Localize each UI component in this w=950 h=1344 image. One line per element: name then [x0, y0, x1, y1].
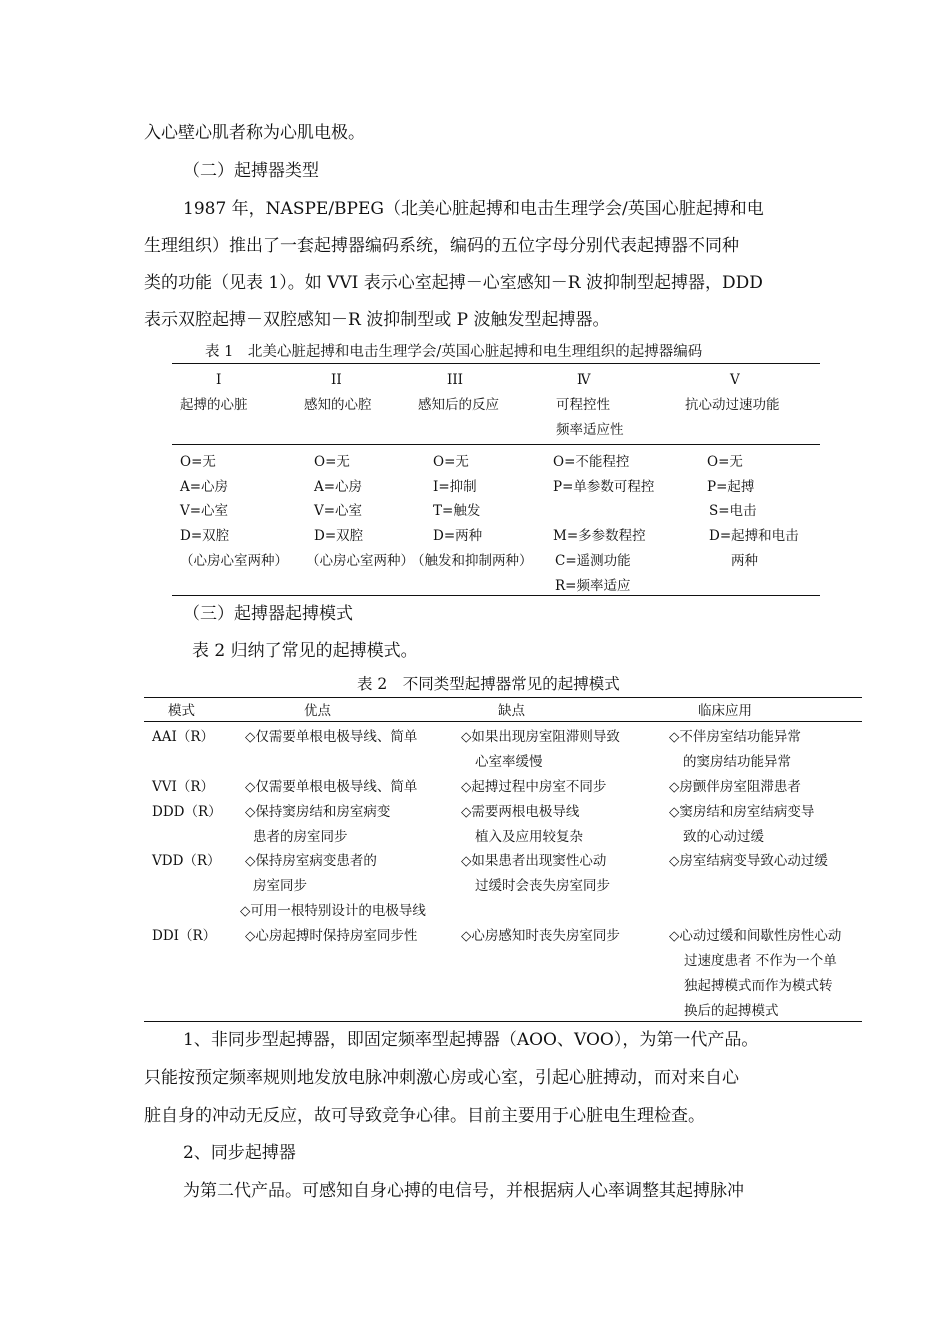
table-2-cell: 房室同步 [253, 878, 307, 894]
table-2-cell: 独起搏模式而作为模式转 [684, 978, 833, 994]
paragraph-line: 1987 年，NASPE/BPEG（北美心脏起搏和电击生理学会/英国心脏起搏和电 [183, 199, 764, 219]
table-2-cell: 换后的起搏模式 [684, 1003, 779, 1019]
table-2-cell: ◇心房起搏时保持房室同步性 [245, 928, 418, 944]
table-1-cell: I=抑制 [433, 479, 477, 495]
section-heading: （二）起搏器类型 [183, 161, 319, 181]
table-1-numeral: III [447, 372, 463, 388]
table-2-top-rule [144, 697, 862, 698]
table-2-cell: ◇不伴房室结功能异常 [669, 729, 801, 745]
table-1-cell: （触发和抑制两种） [411, 553, 533, 569]
table-2-cell: 过缓时会丧失房室同步 [475, 878, 610, 894]
table-1-cell: T=触发 [433, 503, 481, 519]
table-2-cell: ◇心动过缓和间歇性房性心动 [669, 928, 842, 944]
paragraph-line: 类的功能（见表 1）。如 VVI 表示心室起搏－心室感知－R 波抑制型起搏器，DDD [144, 273, 763, 293]
table-2-header-rule [144, 721, 862, 722]
table-1-numeral: I [216, 372, 222, 388]
table-2-header: 模式 [168, 703, 195, 719]
table-2-header: 缺点 [498, 703, 525, 719]
table-1-cell: D=两种 [433, 528, 483, 544]
table-1-cell: M=多参数程控 [553, 528, 646, 544]
table-2-cell: ◇如果出现房室阻滞则导致 [461, 729, 620, 745]
table-2-cell: 植入及应用较复杂 [475, 829, 583, 845]
table-2-cell: ◇房颤伴房室阻滞患者 [669, 779, 801, 795]
table-1-cell: O=无 [433, 454, 469, 470]
table-2-cell: ◇需要两根电极导线 [461, 804, 580, 820]
table-1-numeral: Ⅴ [730, 372, 740, 388]
table-2-cell: ◇仅需要单根电极导线、简单 [245, 729, 418, 745]
table-2-header: 优点 [304, 703, 331, 719]
table-2-cell: ◇仅需要单根电极导线、简单 [245, 779, 418, 795]
table-2-cell: 过速度患者 不作为一个单 [684, 953, 837, 969]
table-2-cell: 致的心动过缓 [683, 829, 764, 845]
section-heading: （三）起搏器起搏模式 [183, 604, 353, 624]
table-1-cell: D=起搏和电击 [709, 528, 799, 544]
table-2-mode: VDD（R） [152, 853, 221, 869]
table-2-bottom-rule [144, 1021, 862, 1022]
table-2-cell: ◇心房感知时丧失房室同步 [461, 928, 620, 944]
section-heading: 2、同步起搏器 [183, 1143, 296, 1163]
table-1-cell: A=心房 [314, 479, 363, 495]
table-2-cell: ◇保持房室病变患者的 [245, 853, 377, 869]
table-1-cell: 两种 [731, 553, 758, 569]
table-1-caption: 表 1 北美心脏起搏和电击生理学会/英国心脏起搏和电生理组织的起搏器编码 [205, 344, 703, 360]
paragraph-line: 表 2 归纳了常见的起搏模式。 [192, 641, 418, 661]
table-2-cell: ◇房室结病变导致心动过缓 [669, 853, 828, 869]
table-1-cell: S=电击 [709, 503, 757, 519]
table-1-header: 感知后的反应 [418, 397, 499, 413]
paragraph-line: 脏自身的冲动无反应，故可导致竞争心律。目前主要用于心脏电生理检查。 [144, 1106, 705, 1126]
table-2-cell: ◇如果患者出现窦性心动 [461, 853, 607, 869]
table-2-cell: ◇保持窦房结和房室病变 [245, 804, 391, 820]
table-1-header: 频率适应性 [556, 422, 624, 438]
table-1-cell: （心房心室两种） [180, 553, 288, 569]
table-2-mode: AAI（R） [152, 729, 214, 745]
table-1-cell: V=心室 [314, 503, 363, 519]
table-1-cell: P=起搏 [707, 479, 755, 495]
table-1-cell: C=遥测功能 [555, 553, 631, 569]
table-1-cell: O=无 [707, 454, 743, 470]
table-1-bottom-rule [172, 595, 820, 596]
table-1-numeral: II [331, 372, 342, 388]
table-2-cell: 心室率缓慢 [475, 754, 543, 770]
table-1-cell: O=不能程控 [553, 454, 630, 470]
paragraph-line: 生理组织）推出了一套起搏器编码系统，编码的五位字母分别代表起搏器不同种 [144, 236, 739, 256]
table-2-caption: 表 2 不同类型起搏器常见的起搏模式 [357, 675, 620, 693]
paragraph-line: 只能按预定频率规则地发放电脉冲刺激心房或心室，引起心脏搏动，而对来自心 [144, 1068, 739, 1088]
table-1-cell: O=无 [180, 454, 216, 470]
table-2-cell: ◇窦房结和房室结病变导 [669, 804, 815, 820]
paragraph-line: 1、非同步型起搏器，即固定频率型起搏器（AOO、VOO），为第一代产品。 [183, 1030, 759, 1050]
table-2-cell: ◇可用一根特别设计的电极导线 [240, 903, 426, 919]
table-2-cell: ◇起搏过程中房室不同步 [461, 779, 607, 795]
paragraph-line: 为第二代产品。可感知自身心搏的电信号，并根据病人心率调整其起搏脉冲 [183, 1181, 744, 1201]
table-2-mode: DDD（R） [152, 804, 222, 820]
table-1-cell: A=心房 [180, 479, 229, 495]
table-2-mode: DDI（R） [152, 928, 217, 944]
table-1-cell: D=双腔 [180, 528, 230, 544]
table-1-cell: （心房心室两种） [306, 553, 414, 569]
table-1-header: 可程控性 [556, 397, 610, 413]
table-1-cell: P=单参数可程控 [553, 479, 655, 495]
table-2-cell: 的窦房结功能异常 [683, 754, 791, 770]
table-1-header: 抗心动过速功能 [685, 397, 780, 413]
paragraph-line: 表示双腔起搏－双腔感知－R 波抑制型或 P 波触发型起搏器。 [144, 310, 610, 330]
table-1-top-rule [172, 363, 820, 364]
paragraph-line: 入心壁心肌者称为心肌电极。 [144, 123, 365, 143]
table-1-cell: O=无 [314, 454, 350, 470]
table-2-cell: 患者的房室同步 [253, 829, 348, 845]
table-1-cell: D=双腔 [314, 528, 364, 544]
table-1-header: 起搏的心脏 [180, 397, 248, 413]
table-1-numeral: Ⅳ [577, 372, 591, 388]
table-1-header-rule [172, 444, 820, 445]
table-2-header: 临床应用 [698, 703, 752, 719]
table-1-cell: R=频率适应 [555, 578, 631, 594]
table-1-cell: V=心室 [180, 503, 229, 519]
table-1-header: 感知的心腔 [304, 397, 372, 413]
table-2-mode: VVI（R） [152, 779, 214, 795]
